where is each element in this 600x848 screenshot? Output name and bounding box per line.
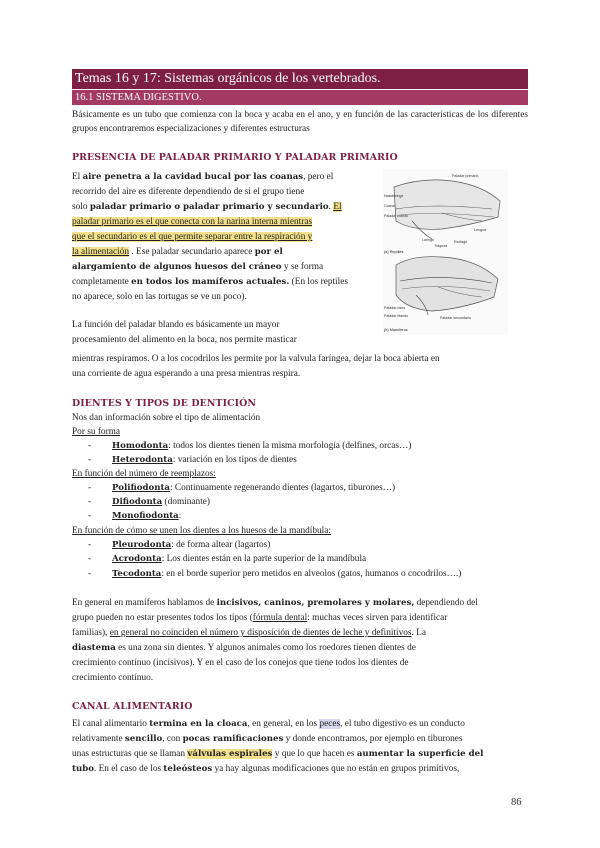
- svg-text:(b) Mamíferos: (b) Mamíferos: [384, 328, 408, 332]
- intro-paragraph: Básicamente es un tubo que comienza con la boca y acaba en el ano, y en función de las características de los diferentes grupos encontraremos especializaciones y diferentes estructuras: [72, 110, 528, 135]
- svg-text:(a) Reptiles: (a) Reptiles: [384, 250, 404, 254]
- list-item: - Monofiodonta:: [88, 511, 182, 521]
- list-item: - Tecodonta: en el borde superior pero metidos en alveolos (gatos, humanos o cocodrilos….): [88, 569, 462, 579]
- svg-text:Paladar secundario: Paladar secundario: [440, 316, 471, 320]
- list-item: - Polifiodonta: Continuamente regenerando dientes (lagartos, tiburones…): [88, 483, 396, 493]
- svg-text:Tráquea: Tráquea: [434, 244, 448, 248]
- svg-text:Coana: Coana: [384, 204, 395, 208]
- svg-text:Laringe: Laringe: [422, 238, 434, 242]
- teeth-heading: DIENTES Y TIPOS DE DENTICIÓN: [72, 398, 257, 409]
- list-item: - Pleurodonta: de forma altear (lagartos): [88, 540, 271, 550]
- svg-text:Paladar blando: Paladar blando: [384, 314, 409, 318]
- svg-text:Lengua: Lengua: [474, 228, 486, 232]
- list-item: - Difiodonta (dominante): [88, 497, 210, 507]
- fig-label-primary-palate: Paladar primario: [452, 174, 479, 178]
- svg-text:Paladar óseo: Paladar óseo: [384, 306, 406, 310]
- palate-heading: PRESENCIA DE PALADAR PRIMARIO Y PALADAR PRIMARIO: [72, 152, 398, 163]
- svg-text:Paladar blando: Paladar blando: [384, 214, 409, 218]
- palate-anatomy-figure: [382, 169, 508, 335]
- canal-heading: CANAL ALIMENTARIO: [72, 701, 193, 712]
- page-number: 86: [511, 797, 522, 808]
- svg-text:Nasofaringe: Nasofaringe: [384, 194, 404, 198]
- svg-text:Esófago: Esófago: [454, 240, 468, 244]
- list-item: - Heterodonta: variación en los tipos de dientes: [88, 455, 297, 465]
- list-item: - Homodonta: todos los dientes tienen la misma morfología (delfines, orcas…): [88, 441, 412, 451]
- list-item: - Acrodonta: Los dientes están en la parte superior de la mandíbula: [88, 554, 367, 564]
- page-title: Temas 16 y 17: Sistemas orgánicos de los vertebrados.: [72, 69, 528, 89]
- section-subtitle: 16.1 SISTEMA DIGESTIVO.: [72, 90, 528, 105]
